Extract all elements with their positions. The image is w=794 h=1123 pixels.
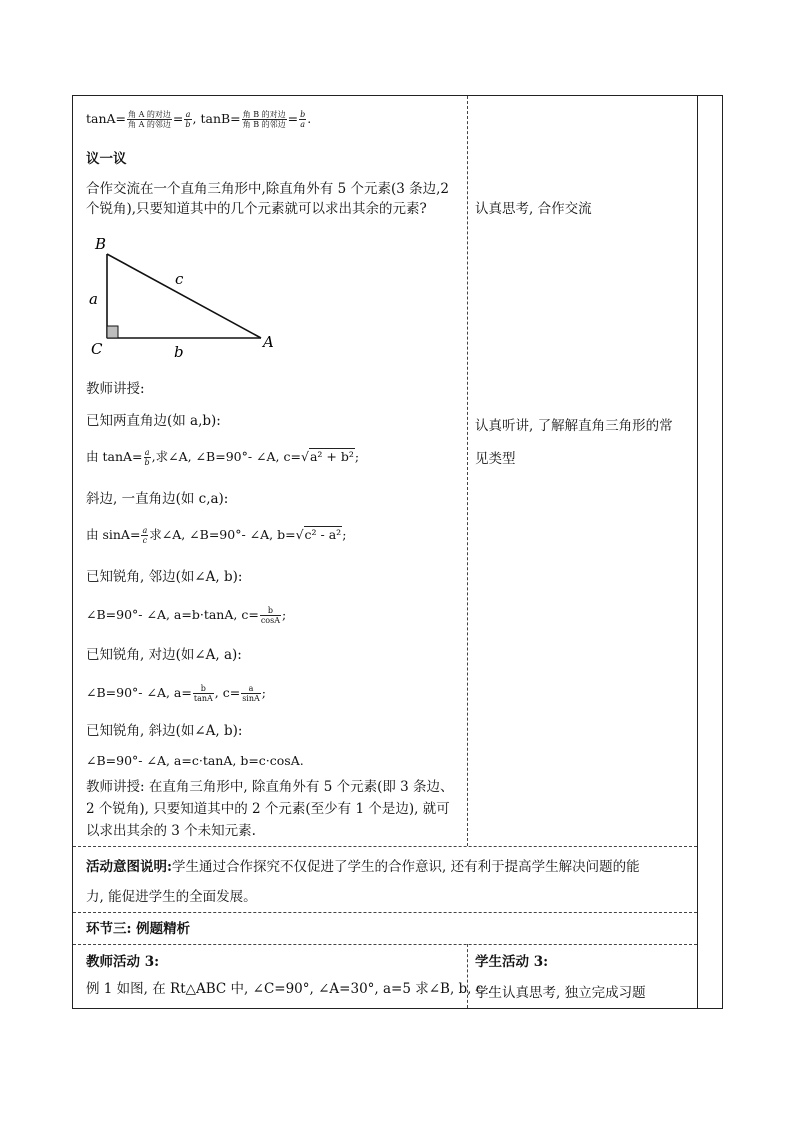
row-divider-intent [73, 846, 697, 847]
student-activity-heading: 学生活动 3: [475, 954, 549, 970]
teacher-explain-label: 教师讲授: [86, 381, 145, 397]
fraction-denominator: a [300, 120, 306, 129]
b-over-cosA-fraction [260, 606, 281, 625]
fraction-denominator: sinA [242, 694, 260, 703]
section3-heading: 环节三: 例题精析 [86, 921, 191, 937]
listen-text-line-1: 认真听讲, 了解解直角三角形的常 [475, 418, 673, 434]
fraction-numerator: b [193, 684, 214, 694]
case1-formula [86, 448, 359, 467]
case5-formula: ∠B=90°- ∠A, a=c·tanA, b=c·cosA. [86, 753, 304, 768]
case5-title: 已知锐角, 斜边(如∠A, b): [86, 723, 243, 739]
vertex-B-label: B [95, 235, 107, 253]
summary-line-2: 2 个锐角), 只要知道其中的 2 个元素(至少有 1 个是边), 就可 [86, 801, 450, 817]
discuss-heading: 议一议 [86, 151, 127, 167]
fraction-numerator: a [185, 110, 191, 119]
formula-text: 求∠A, ∠B=90°- ∠A, b= [149, 527, 296, 542]
fraction-denominator: cosA [260, 616, 280, 625]
tanB-denominator: 角 B 的邻边 [242, 120, 286, 129]
case3-title: 已知锐角, 邻边(如∠A, b): [86, 569, 243, 585]
formula-end: ; [354, 449, 360, 464]
formula-text: 由 sinA= [86, 527, 141, 542]
formula-text: , c= [214, 685, 241, 700]
case4-title: 已知锐角, 对边(如∠A, a): [86, 647, 242, 663]
tanB-numerator: 角 B 的对边 [242, 110, 286, 119]
column-divider-top [467, 96, 468, 846]
formula-end: ; [282, 607, 287, 622]
side-a-label: a [89, 290, 98, 308]
formula-end: ; [261, 685, 267, 700]
discuss-text-line-1: 合作交流在一个直角三角形中,除直角外有 5 个元素(3 条边,2 [86, 181, 449, 197]
example-1-text: 例 1 如图, 在 Rt△ABC 中, ∠C=90°, ∠A=30°, a=5 求∠B, b, c . [86, 981, 492, 997]
listen-text-line-2: 见类型 [475, 451, 516, 467]
a-over-b-fraction [184, 110, 191, 129]
a-over-sinA-fraction [241, 684, 261, 703]
b-over-tanA-fraction [193, 684, 214, 703]
formula-text: ∠B=90°- ∠A, a=b·tanA, c= [86, 607, 259, 622]
case2-title: 斜边, 一直角边(如 c,a): [86, 491, 229, 507]
b-over-a-fraction [299, 110, 306, 129]
discuss-text-line-2: 个锐角),只要知道其中的几个元素就可以求出其余的元素? [86, 201, 427, 217]
side-c-label: c [175, 270, 184, 288]
fraction-denominator: b [185, 120, 191, 129]
side-c-line [107, 254, 261, 338]
tanA-denominator: 角 A 的邻边 [128, 120, 171, 129]
vertex-C-label: C [91, 340, 103, 358]
fraction-denominator: b [144, 458, 150, 467]
tan-definition-line [86, 110, 311, 129]
intent-label: 活动意图说明: [86, 859, 172, 875]
fraction-numerator: a [241, 684, 261, 694]
fraction-denominator: c [142, 536, 148, 545]
equals-sign: = [172, 111, 184, 126]
right-triangle-diagram [85, 232, 285, 360]
a-over-c-fraction [141, 526, 148, 545]
separator: , [192, 111, 201, 126]
fraction-numerator: b [300, 110, 306, 119]
sqrt-icon: √ [300, 449, 309, 464]
right-margin-line [697, 95, 698, 1009]
fraction-denominator: tanA [193, 694, 213, 703]
formula-text: ∠B=90°- ∠A, a= [86, 685, 192, 700]
formula-text: ,求∠A, ∠B=90°- ∠A, c= [151, 449, 301, 464]
sqrt-radicand: c² - a² [304, 527, 342, 542]
summary-line-1: 教师讲授: 在直角三角形中, 除直角外有 5 个元素(即 3 条边、 [86, 779, 454, 795]
fraction-numerator: a [144, 448, 150, 457]
fraction-numerator: b [260, 606, 281, 616]
intent-line-2: 力, 能促进学生的全面发展。 [86, 889, 257, 905]
equals-sign: = [287, 111, 299, 126]
summary-line-3: 以求出其余的 3 个未知元素. [86, 823, 256, 839]
intent-line-1 [86, 858, 640, 876]
side-b-label: b [174, 343, 184, 360]
fraction-numerator: a [142, 526, 148, 535]
tanB-label: tanB= [200, 111, 241, 126]
formula-end: ; [342, 527, 347, 542]
intent-text: 学生通过合作探究不仅促进了学生的合作意识, 还有利于提高学生解决问题的能 [171, 859, 640, 875]
sqrt-icon: √ [295, 527, 304, 542]
case1-title: 已知两直角边(如 a,b): [86, 413, 221, 429]
vertex-A-label: A [263, 333, 274, 351]
tanA-numerator: 角 A 的对边 [128, 110, 171, 119]
a-over-b-fraction [144, 448, 151, 467]
period: . [307, 111, 312, 126]
row-divider-section [73, 912, 697, 913]
sqrt-radicand: a² + b² [309, 449, 354, 464]
column-divider-bottom [467, 944, 468, 1008]
tanB-fraction [242, 110, 287, 129]
tanA-label: tanA= [86, 111, 127, 126]
right-angle-mark [107, 326, 118, 338]
teacher-activity-heading: 教师活动 3: [86, 954, 160, 970]
student-activity-text: 学生认真思考, 独立完成习题 [475, 985, 646, 1001]
row-divider-activity [73, 944, 697, 945]
case3-formula [86, 606, 286, 625]
formula-text: 由 tanA= [86, 449, 143, 464]
think-together-text: 认真思考, 合作交流 [475, 201, 592, 217]
tanA-fraction [127, 110, 172, 129]
case4-formula [86, 684, 266, 703]
case2-formula [86, 526, 346, 545]
